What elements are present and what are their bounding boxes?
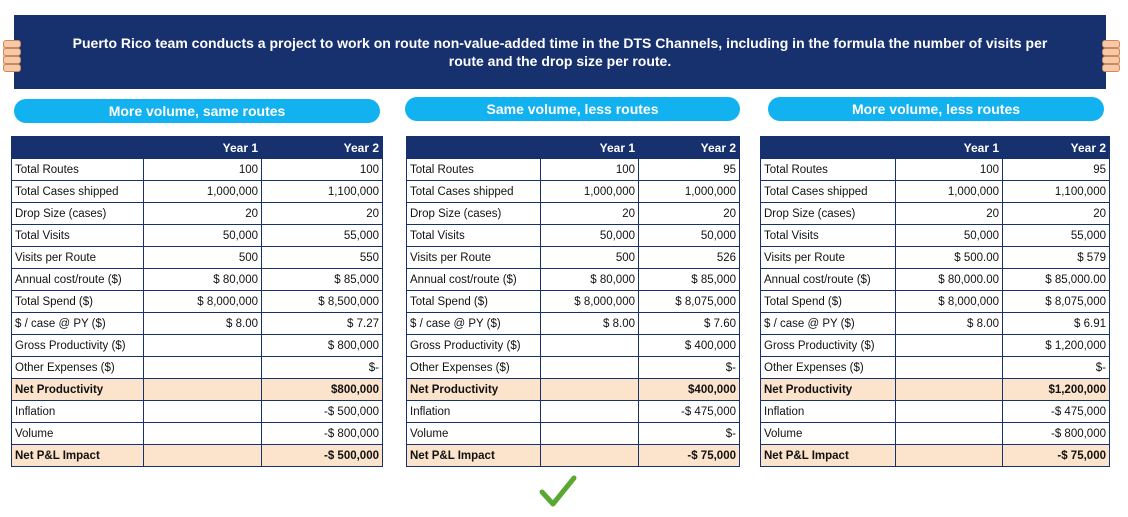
- scenario-1-title: More volume, same routes: [14, 99, 380, 123]
- row-label: Net Productivity: [407, 379, 541, 401]
- row-label: Total Cases shipped: [12, 181, 144, 203]
- year-1-value: [144, 357, 262, 379]
- row-label: Volume: [12, 423, 144, 445]
- header-year-1: Year 1: [541, 137, 639, 159]
- year-1-value: [541, 423, 639, 445]
- year-2-value: $ 8,075,000: [1003, 291, 1110, 313]
- table-row: [761, 379, 1110, 401]
- year-1-value: 20: [896, 203, 1003, 225]
- year-2-value: -$ 800,000: [262, 423, 383, 445]
- table-row: [12, 423, 383, 445]
- table-row: [12, 181, 383, 203]
- table-row: [12, 401, 383, 423]
- year-2-value: 100: [262, 159, 383, 181]
- year-2-value: $-: [1003, 357, 1110, 379]
- table-row: [407, 203, 740, 225]
- year-2-value: -$ 75,000: [639, 445, 740, 467]
- row-label: Total Visits: [761, 225, 896, 247]
- scenario-2-title: Same volume, less routes: [405, 97, 740, 121]
- row-label: Other Expenses ($): [407, 357, 541, 379]
- row-label: Annual cost/route ($): [407, 269, 541, 291]
- year-2-value: $800,000: [262, 379, 383, 401]
- row-label: Total Spend ($): [12, 291, 144, 313]
- table-row: [761, 269, 1110, 291]
- table-header-row: [761, 137, 1110, 159]
- table-row: [407, 247, 740, 269]
- row-label: Visits per Route: [407, 247, 541, 269]
- row-label: Drop Size (cases): [12, 203, 144, 225]
- table-row: [407, 445, 740, 467]
- table-header-row: [12, 137, 383, 159]
- year-1-value: 50,000: [144, 225, 262, 247]
- row-label: Gross Productivity ($): [12, 335, 144, 357]
- year-2-value: -$ 800,000: [1003, 423, 1110, 445]
- year-1-value: [144, 379, 262, 401]
- year-2-value: $400,000: [639, 379, 740, 401]
- year-1-value: $ 80,000: [144, 269, 262, 291]
- year-2-value: $ 7.27: [262, 313, 383, 335]
- year-1-value: [541, 401, 639, 423]
- table-row: [12, 379, 383, 401]
- year-2-value: 50,000: [639, 225, 740, 247]
- year-1-value: 100: [541, 159, 639, 181]
- table-row: [761, 225, 1110, 247]
- table-row: [407, 291, 740, 313]
- year-2-value: 20: [1003, 203, 1110, 225]
- year-2-value: -$ 75,000: [1003, 445, 1110, 467]
- header-blank: [12, 137, 144, 159]
- year-2-value: 550: [262, 247, 383, 269]
- table-row: [761, 445, 1110, 467]
- year-2-value: $ 85,000: [639, 269, 740, 291]
- year-1-value: $ 8,000,000: [896, 291, 1003, 313]
- year-1-value: $ 8,000,000: [541, 291, 639, 313]
- year-1-value: [896, 423, 1003, 445]
- checkmark-icon: [538, 474, 578, 510]
- table-row: [12, 159, 383, 181]
- row-label: Annual cost/route ($): [761, 269, 896, 291]
- scenario-3-title: More volume, less routes: [768, 97, 1104, 121]
- hand-holding-icon: [1102, 30, 1120, 76]
- row-label: Net Productivity: [761, 379, 896, 401]
- year-2-value: $ 400,000: [639, 335, 740, 357]
- year-2-value: 55,000: [1003, 225, 1110, 247]
- year-2-value: $1,200,000: [1003, 379, 1110, 401]
- year-1-value: 50,000: [896, 225, 1003, 247]
- year-1-value: $ 8.00: [144, 313, 262, 335]
- row-label: Net Productivity: [12, 379, 144, 401]
- row-label: Gross Productivity ($): [761, 335, 896, 357]
- header-year-2: Year 2: [262, 137, 383, 159]
- table-row: [407, 181, 740, 203]
- year-1-value: $ 500.00: [896, 247, 1003, 269]
- year-1-value: 20: [144, 203, 262, 225]
- table-row: [12, 357, 383, 379]
- row-label: Total Spend ($): [761, 291, 896, 313]
- row-label: Total Spend ($): [407, 291, 541, 313]
- year-2-value: -$ 500,000: [262, 401, 383, 423]
- header-year-2: Year 2: [639, 137, 740, 159]
- year-1-value: $ 80,000.00: [896, 269, 1003, 291]
- year-1-value: [144, 423, 262, 445]
- table-row: [761, 335, 1110, 357]
- year-2-value: $ 800,000: [262, 335, 383, 357]
- table-row: [761, 159, 1110, 181]
- table-row: [761, 313, 1110, 335]
- year-2-value: $-: [262, 357, 383, 379]
- header-year-2: Year 2: [1003, 137, 1110, 159]
- table-row: [761, 423, 1110, 445]
- hand-holding-icon: [3, 30, 21, 76]
- title-banner: [14, 15, 1106, 89]
- table-row: [12, 225, 383, 247]
- year-2-value: -$ 500,000: [262, 445, 383, 467]
- header-year-1: Year 1: [896, 137, 1003, 159]
- year-1-value: [896, 379, 1003, 401]
- row-label: Total Routes: [761, 159, 896, 181]
- year-1-value: [144, 401, 262, 423]
- year-2-value: $ 8,075,000: [639, 291, 740, 313]
- row-label: Net P&L Impact: [12, 445, 144, 467]
- year-2-value: 1,100,000: [262, 181, 383, 203]
- table-row: [407, 335, 740, 357]
- year-2-value: 1,000,000: [639, 181, 740, 203]
- year-1-value: [541, 357, 639, 379]
- year-2-value: 526: [639, 247, 740, 269]
- year-1-value: $ 8.00: [541, 313, 639, 335]
- year-2-value: 20: [639, 203, 740, 225]
- row-label: Total Routes: [12, 159, 144, 181]
- year-1-value: 20: [541, 203, 639, 225]
- banner-text: Puerto Rico team conducts a project to work on route non-value-added time in the DTS Channels, including in the formula the number of visits per route and the drop size per route.: [72, 35, 1048, 69]
- year-2-value: 1,100,000: [1003, 181, 1110, 203]
- table-row: [12, 203, 383, 225]
- table-row: [12, 269, 383, 291]
- row-label: Total Cases shipped: [407, 181, 541, 203]
- table-row: [761, 357, 1110, 379]
- year-2-value: 20: [262, 203, 383, 225]
- table-row: [407, 423, 740, 445]
- row-label: Volume: [761, 423, 896, 445]
- row-label: Net P&L Impact: [407, 445, 541, 467]
- year-2-value: -$ 475,000: [639, 401, 740, 423]
- table-row: [407, 357, 740, 379]
- table-row: [407, 379, 740, 401]
- row-label: Inflation: [12, 401, 144, 423]
- table-row: [761, 181, 1110, 203]
- year-2-value: 95: [1003, 159, 1110, 181]
- year-1-value: 1,000,000: [541, 181, 639, 203]
- row-label: Other Expenses ($): [761, 357, 896, 379]
- table-row: [12, 291, 383, 313]
- row-label: Other Expenses ($): [12, 357, 144, 379]
- table-row: [761, 401, 1110, 423]
- year-1-value: $ 80,000: [541, 269, 639, 291]
- year-1-value: $ 8.00: [896, 313, 1003, 335]
- year-1-value: [896, 357, 1003, 379]
- table-row: [12, 335, 383, 357]
- row-label: Volume: [407, 423, 541, 445]
- table-row: [761, 203, 1110, 225]
- table-row: [407, 313, 740, 335]
- year-1-value: 100: [896, 159, 1003, 181]
- year-2-value: $ 6.91: [1003, 313, 1110, 335]
- table-row: [12, 313, 383, 335]
- row-label: Inflation: [761, 401, 896, 423]
- year-1-value: 500: [144, 247, 262, 269]
- row-label: Total Cases shipped: [761, 181, 896, 203]
- table-row: [407, 159, 740, 181]
- year-1-value: 100: [144, 159, 262, 181]
- year-2-value: $-: [639, 423, 740, 445]
- year-1-value: 500: [541, 247, 639, 269]
- table-row: [12, 445, 383, 467]
- year-2-value: 95: [639, 159, 740, 181]
- table-header-row: [407, 137, 740, 159]
- table-row: [12, 247, 383, 269]
- table-row: [761, 247, 1110, 269]
- row-label: Drop Size (cases): [407, 203, 541, 225]
- row-label: $ / case @ PY ($): [407, 313, 541, 335]
- year-1-value: 1,000,000: [896, 181, 1003, 203]
- year-2-value: $ 85,000: [262, 269, 383, 291]
- year-1-value: [896, 445, 1003, 467]
- row-label: Visits per Route: [761, 247, 896, 269]
- scenario-3-table: [760, 136, 1110, 467]
- table-row: [407, 269, 740, 291]
- header-blank: [761, 137, 896, 159]
- row-label: Annual cost/route ($): [12, 269, 144, 291]
- year-1-value: 1,000,000: [144, 181, 262, 203]
- year-2-value: -$ 475,000: [1003, 401, 1110, 423]
- year-1-value: 50,000: [541, 225, 639, 247]
- year-1-value: [144, 445, 262, 467]
- year-2-value: $ 1,200,000: [1003, 335, 1110, 357]
- header-year-1: Year 1: [144, 137, 262, 159]
- header-blank: [407, 137, 541, 159]
- year-2-value: $ 85,000.00: [1003, 269, 1110, 291]
- year-2-value: $-: [639, 357, 740, 379]
- scenario-1-table: [11, 136, 383, 467]
- row-label: Total Visits: [407, 225, 541, 247]
- row-label: $ / case @ PY ($): [12, 313, 144, 335]
- row-label: Drop Size (cases): [761, 203, 896, 225]
- table-row: [407, 225, 740, 247]
- year-1-value: [144, 335, 262, 357]
- year-2-value: $ 8,500,000: [262, 291, 383, 313]
- row-label: Net P&L Impact: [761, 445, 896, 467]
- year-1-value: [896, 335, 1003, 357]
- year-1-value: [541, 445, 639, 467]
- year-1-value: $ 8,000,000: [144, 291, 262, 313]
- table-row: [761, 291, 1110, 313]
- table-row: [407, 401, 740, 423]
- year-2-value: $ 7.60: [639, 313, 740, 335]
- row-label: $ / case @ PY ($): [761, 313, 896, 335]
- row-label: Total Visits: [12, 225, 144, 247]
- year-1-value: [896, 401, 1003, 423]
- row-label: Visits per Route: [12, 247, 144, 269]
- year-2-value: $ 579: [1003, 247, 1110, 269]
- scenario-2-table: [406, 136, 740, 467]
- year-1-value: [541, 335, 639, 357]
- row-label: Total Routes: [407, 159, 541, 181]
- row-label: Gross Productivity ($): [407, 335, 541, 357]
- year-2-value: 55,000: [262, 225, 383, 247]
- year-1-value: [541, 379, 639, 401]
- row-label: Inflation: [407, 401, 541, 423]
